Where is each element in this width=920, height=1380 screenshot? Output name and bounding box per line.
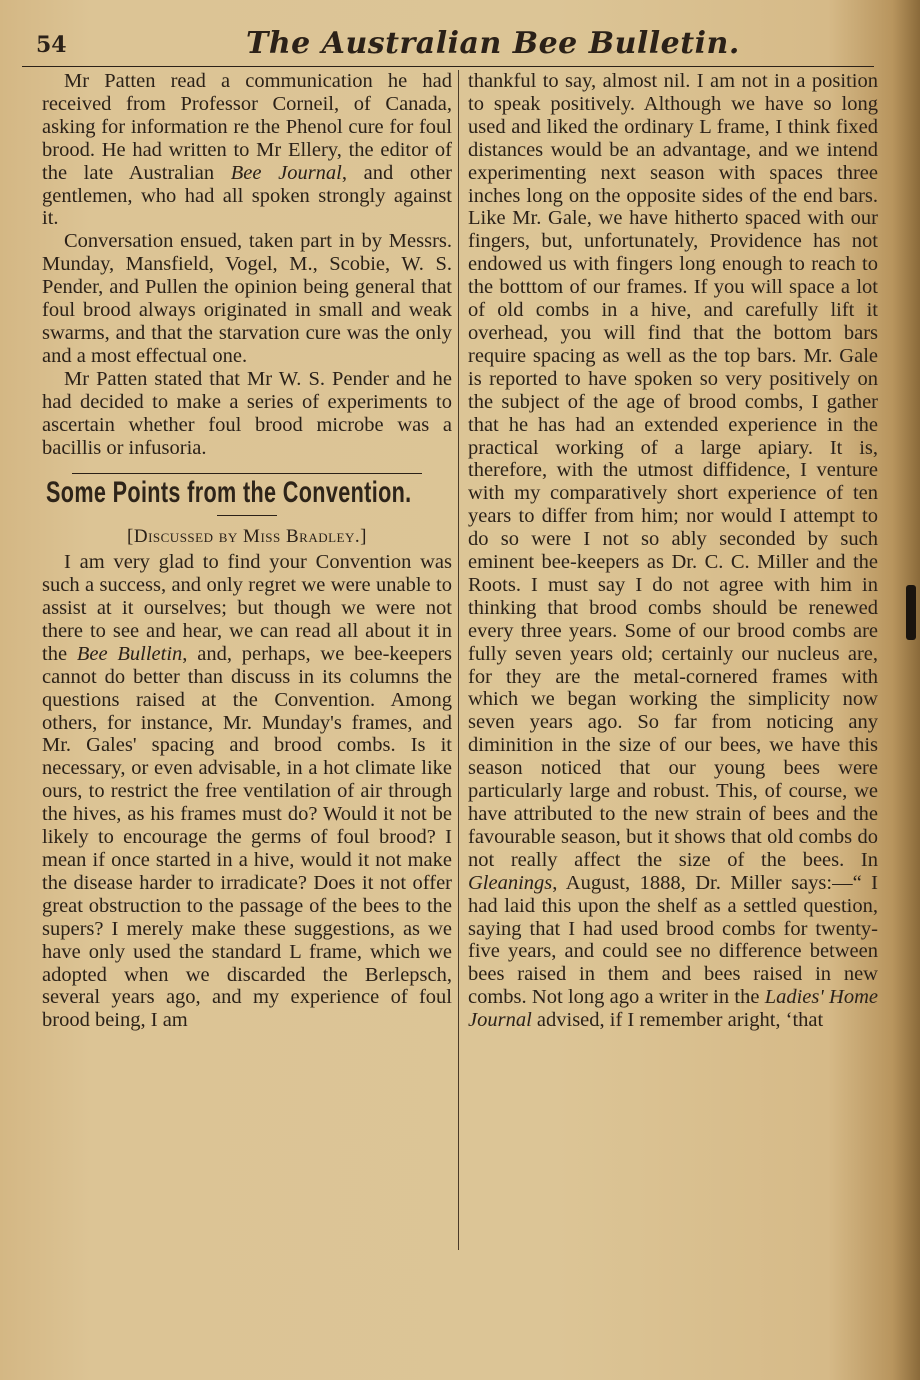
paragraph-patten-communication: Mr Patten read a communication he had received from Professor Corneil, of Canada, asking for information re the Phenol cure for foul brood. He had written to Mr Ellery, the editor of the late Australian Bee Journal, and other gentlemen, who had all spoken strongly against it. bbox=[42, 70, 452, 230]
paragraph-experiments: Mr Patten stated that Mr W. S. Pender and he had decided to make a series of experiments to ascertain whether foul brood microbe was a bacillis or infusoria. bbox=[42, 367, 452, 459]
header-rule bbox=[22, 66, 874, 67]
left-column bbox=[42, 70, 452, 1032]
right-column bbox=[468, 70, 878, 1032]
paragraph-bradley-intro: I am very glad to find your Convention was such a success, and only regret we were unable to assist at it ourselves; but though we were not there to see and hear, we can read all about it in the Bee Bulletin, and, perhaps, we bee-keepers cannot do better than discuss in its columns the questions raised at the Convention. Among others, for instance, Mr. Munday's frames, and Mr. Gales' spacing and brood combs. Is it necessary, or even advisable, in a hot climate like ours, to restrict the free ventilation of air through the hives, as his frames must do? Would it not be likely to encourage the germs of foul brood? I mean if once started in a hive, would it not make the disease harder to irradicate? Does it not offer great obstruction to the passage of the bees to the supers? I merely make these suggestions, as we have only used the standard L frame, which we adopted when we discarded the Berlepsch, several years ago, and my experience of foul brood being, I am bbox=[42, 551, 453, 1032]
journal-title: The Australian Bee Bulletin. bbox=[246, 26, 740, 61]
paragraph-conversation: Conversation ensued, taken part in by Messrs. Munday, Mansfield, Vogel, M., Scobie, W. S. Pender, and Pullen the opinion being general that foul brood always originated in small and weak swarms, and that the starvation cure was the only and a most effectual one. bbox=[42, 230, 452, 367]
section-title: Some Points from the Convention. bbox=[46, 476, 412, 510]
column-divider bbox=[458, 70, 459, 1250]
byline: [Discussed by Miss Bradley.] bbox=[127, 526, 367, 548]
section-divider bbox=[72, 473, 422, 474]
page-header bbox=[36, 26, 876, 66]
title-rule bbox=[217, 515, 277, 516]
binding-edge-mark bbox=[906, 585, 916, 640]
page-number: 54 bbox=[36, 32, 67, 58]
paragraph-bradley-continued: thankful to say, almost nil. I am not in a position to speak positively. Although we have so long used and liked the ordinary L frame, I think fixed distances would be an advantage, and we intend experimenting next season with spaces three inches long on the opposite sides of the end bars. Like Mr. Gale, we have hitherto spaced with our fingers, but, unfortunately, Providence has not endowed us with fingers long enough to reach to the botttom of our frames. If you will space a lot of old combs in a hive, and carefully lift it overhead, you will find that the bottom bars require spacing as well as the top bars. Mr. Gale is reported to have spoken so very positively on the subject of the age of brood combs, I gather that he has had an extended experience in the practical working of a large apiary. It is, therefore, with the utmost diffidence, I venture with my comparatively short experience of ten years to differ from him; nor would I attempt to do so were I not so ably seconded by such eminent bee-keepers as Dr. C. C. Miller and the Roots. I must say I do not agree with him in thinking that brood combs should be renewed every three years. Some of our brood combs are fully seven years old; certainly our nucleus are, for they are the metal-cornered frames with which we began working the simplicity now seven years ago. So far from noticing any diminition in the size of our bees, we have this season noticed that our young bees were particularly large and robust. This, of course, we have attributed to the new strain of bees and the favourable season, but it shows that old combs do not really affect the size of the bees. In Gleanings, August, 1888, Dr. Miller says:—“ I had laid this upon the shelf as a settled question, saying that I had used brood combs for twenty-five years, and could see no difference between bees raised in them and bees raised in new combs. Not long ago a writer in the Ladies' Home Journal advised, if I remember aright, ‘that bbox=[468, 70, 878, 1032]
